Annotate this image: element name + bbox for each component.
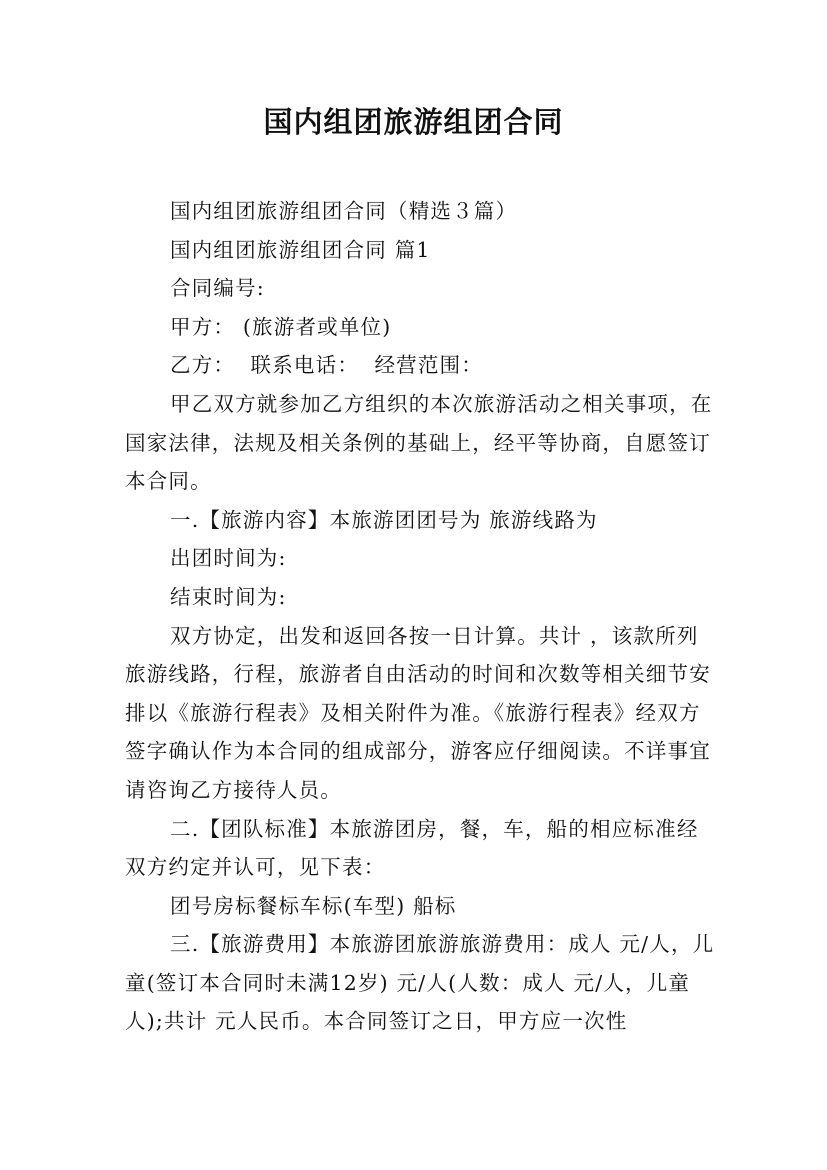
paragraph-subtitle: 国内组团旅游组团合同（精选３篇）: [170, 199, 518, 223]
paragraph-departure-time: 出团时间为:: [170, 546, 287, 571]
paragraph-party-b: 乙方： 联系电话： 经营范围：: [170, 353, 483, 378]
paragraph-section-heading: 国内组团旅游组团合同 篇1: [170, 237, 431, 262]
paragraph-clause-1: 一.【旅游内容】本旅游团团号为 旅游线路为: [170, 507, 598, 532]
paragraph-clause-2: 二.【团队标准】本旅游团房，餐，车，船的相应标准经双方约定并认可，见下表：: [125, 816, 699, 880]
paragraph-clause-3: 三.【旅游费用】本旅游团旅游旅游费用：成人 元/人，儿童(签订本合同时未满12岁) 元/人(人数：成人 元/人，儿童 人);共计 元人民币。本合同签订之日，甲方应一次性: [125, 932, 715, 1034]
document-title: 国内组团旅游组团合同: [263, 105, 564, 139]
paragraph-standards-table: 团号房标餐标车标(车型) 船标: [170, 893, 457, 918]
paragraph-end-time: 结束时间为:: [170, 584, 287, 609]
paragraph-itinerary: 双方协定，出发和返回各按一日计算。共计 ，该款所列旅游线路，行程，旅游者自由活动的时间和次数等相关细节安排以《旅游行程表》及相关附件为准。《旅游行程表》经双方签字确认作为本合同的组成部分，游客应仔细阅读。不详事宜请咨询乙方接待人员。: [125, 623, 711, 802]
paragraph-contract-number: 合同编号:: [170, 276, 265, 301]
paragraph-party-a: 甲方： (旅游者或单位): [170, 314, 392, 339]
document-body: [125, 192, 715, 1041]
paragraph-preamble: 甲乙双方就参加乙方组织的本次旅游活动之相关事项，在国家法律，法规及相关条例的基础上，经平等协商，自愿签订本合同。: [125, 391, 713, 494]
